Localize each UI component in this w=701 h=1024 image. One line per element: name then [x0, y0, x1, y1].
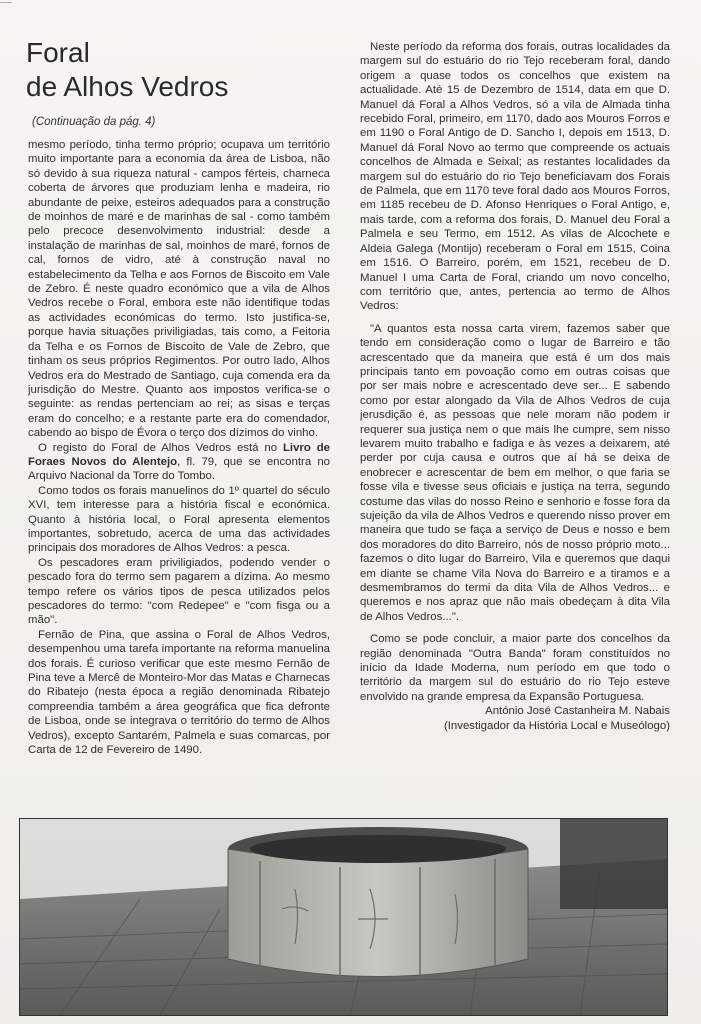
- book-title: Livro de Foraes Novos do Alentejo: [28, 441, 330, 468]
- well-photograph: [19, 818, 668, 1016]
- left-paragraph-5: Fernão de Pina, que assina o Foral de Alhos Vedros, desempenhou uma tarefa importante na reforma manuelina dos forais. É curioso verificar que este mesmo Fernão de Pina teve a Mercê de Monteiro-Mor das Matas e Charnecas do Ribatejo (nesta época a região denominada Ribatejo compreendia também a área geográfica que fica defronte de Lisboa, onde se integrava o território do termo de Alhos Vedros), excepto Santarém, Palmela e suas comarcas, por Carta de 12 de Fevereiro de 1490.: [28, 628, 330, 757]
- continuation-note: (Continuação da pág. 4): [32, 116, 156, 128]
- right-paragraph-1: Neste período da reforma dos forais, outras localidades da margem sul do estuário do rio Tejo receberam foral, dando origem a quase todos os concelhos que existem na actualidade. Até 15 de Dezembro de 1514, data em que D. Manuel dá Foral a Alhos Vedros, só a vila de Almada tinha recebido Foral, primeiro, em 1170, dado aos Mouros Forros e em 1190 o Foral Antigo de D. Sancho I, depois em 1513, D. Manuel dá Foral Novo ao termo que compreende os actuais concelhos de Almada e Seixal; as restantes localidades da margem sul do estuário do rio Tejo beneficiavam dos Forais de Palmela, que em 1170 teve foral dado aos Mouros Forros, em 1185 recebeu de D. Afonso Henriques o Foral Antigo, e, mais tarde, com a reforma dos forais, D. Manuel deu Foral a Palmela e seu Termo, em 1512. As vilas de Alcochete e Aldeia Galega (Montijo) receberam o Foral em 1515, Coina em 1516. O Barreiro, porém, em 1521, recebeu de D. Manuel I uma Carta de Foral, criando um novo concelho, com território que, antes, pertencia ao termo de Alhos Vedros:: [360, 41, 670, 313]
- corner-mark: ——: [0, 0, 12, 6]
- author-name: António José Castanheira M. Nabais: [485, 705, 670, 718]
- article-title: [26, 36, 228, 104]
- charter-quote-text: "A quantos esta nossa carta virem, fazemos saber que tendo em consideração como o lugar de Barreiro e tão acrescentado que da maneira que está é um dos mais principais tanto em povoação como em outras coisas que por ser mais nobre e acrescentado deve ser... E sabendo como por estar alongado da Vila de Alhos Vedros de cuja jerusdição é, as pessoas que nele moram não podem ir requerer sua justiça nem o que mais lhe cumpre, sem nisso levarem muito trabalho e fadiga e às vezes a deixarem, até perder por cuja causa e outros que aí há se deixa de enobrecer e acrescentar de bem em melhor, o que faria se fosse vila e tivesse seus oficiais e justiça na terra, segundo costume das vilas do nosso Reino e senhorio e fosse fora da sujeição da vila de Alhos Vedros e querendo nisso prover em maneira que tudo se faça a serviço de Deus e nosso e bem dos moradores do dito Barreiro, nós de nosso próprio moto... fazemos o dito lugar do Barreiro, Vila e queremos que daqui em diante se chame Vila Nova do Barreiro e a tiramos e a desmembramos do termi da dita Vila de Alhos Vedros... e queremos e nos apraz que não mais obedeçam à dita Vila de Alhos Vedros...".: [360, 322, 670, 623]
- left-paragraph-4: Os pescadores eram priviligiados, podendo vender o pescado fora do termo sem pagarem a dízima. Ao mesmo tempo refere os vários tipos de pesca utilizados pelos pescadores do termo: "com Redepee" e "com fisga ou a mão".: [28, 556, 330, 627]
- left-paragraph-2: [28, 441, 330, 484]
- well-photo-image: [20, 819, 667, 1015]
- left-paragraph-2-end: , fl. 79, que se encontra no Arquivo Nacional da Torre do Tombo.: [28, 455, 330, 483]
- charter-quote: [360, 322, 670, 625]
- title-line-1: Foral: [26, 37, 90, 68]
- left-paragraph-2-start: O registo do Foral de Alhos Vedros está no: [38, 441, 283, 454]
- left-paragraph-1: mesmo período, tinha termo próprio; ocupava um território muito importante para a economia da área de Lisboa, não só devido à sua riqueza natural - campos férteis, charneca coberta de árvores que produziam lenha e madeira, rio abundante de peixe, esteiros adequados para a construção de moinhos de maré e de marinhas de sal - como também pelo precoce desenvolvimento industrial: desde a instalação de marinhas de sal, moinhos de maré, fornos de cal, fornos de vidro, até à construção naval no estabelecimento da Telha e aos Fornos de Biscoito em Vale de Zebro. É neste quadro económico que a vila de Alhos Vedros recebe o Foral, embora este não identifique todas as actividades económicas do termo. Isto justifica-se, porque havia situações priviligiadas, tais como, a Feitoria da Telha e os Fornos de Biscoito de Vale de Zebro, que tinham os seus próprios Regimentos. Por outro lado, Alhos Vedros era do Mestrado de Santiago, cuja comenda era da jurisdição do Mestre. Quanto aos impostos verifica-se o seguinte: as rendas pertenciam ao rei; as sisas e terças eram do concelho; e a restante parte era do comendador, cabendo ao bispo de Évora o terço dos dízimos do vinho.: [28, 139, 330, 440]
- right-paragraph-3: Como se pode concluir, a maior parte dos concelhos da região denominada "Outra Banda" foram constituídos no início da Idade Moderna, num período em que todo o território da margem sul do estuário do rio Tejo esteve envolvido na grande empresa da Expansão Portuguesa.: [360, 633, 670, 703]
- title-line-2: de Alhos Vedros: [26, 71, 229, 102]
- right-column: [360, 40, 670, 810]
- left-column: [28, 138, 330, 803]
- left-paragraph-3: Como todos os forais manuelinos do 1º quartel do século XVI, tem interesse para a história fiscal e económica. Quanto à história local, o Foral apresenta elementos importantes, sobretudo, acerca de uma das actividades principais dos moradores de Alhos Vedros: a pesca.: [28, 484, 330, 555]
- author-role: (Investigador da História Local e Museólogo): [443, 719, 670, 732]
